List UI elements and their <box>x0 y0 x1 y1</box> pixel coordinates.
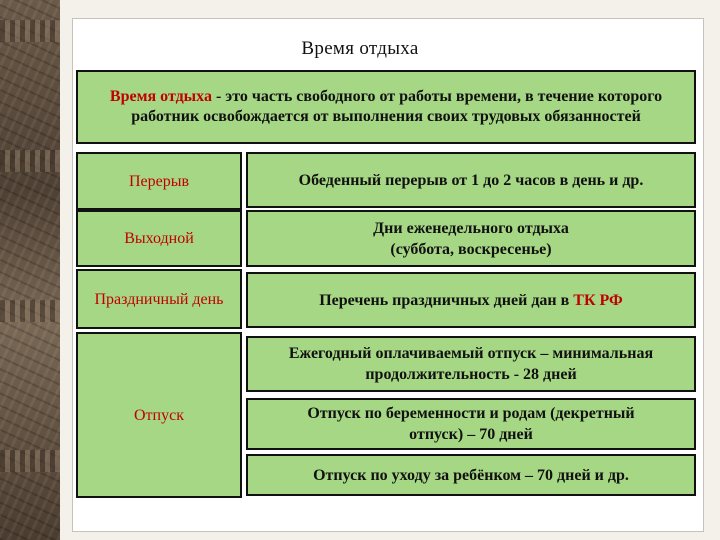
desc-box-dayoff <box>246 210 696 267</box>
desc-maternity-leave: Отпуск по беременности и родам (декретный отпуск) – 70 дней <box>307 405 635 443</box>
definition-body: - это часть свободного от работы времени, в течение которого работник освобождается от выполнения своих трудовых обязанностей <box>131 88 663 125</box>
label-dayoff: Выходной <box>124 230 194 247</box>
desc-box-childcare-leave <box>246 454 696 496</box>
label-holiday: Праздничный день <box>94 290 224 308</box>
label-break: Перерыв <box>128 172 190 190</box>
desc-break: Обеденный перерыв от 1 до 2 часов в день и др. <box>298 171 644 189</box>
slide-title: Время отдыха <box>301 38 419 59</box>
label-box-dayoff <box>76 210 242 267</box>
label-vacation: Отпуск <box>134 406 184 424</box>
desc-childcare-leave: Отпуск по уходу за ребёнком – 70 дней и др. <box>313 466 629 484</box>
labor-code-highlight: ТК РФ <box>573 291 623 309</box>
desc-box-maternity-leave <box>246 398 696 450</box>
strip-notch <box>0 450 60 472</box>
definition-text <box>84 87 688 127</box>
label-box-break <box>76 152 242 210</box>
decorative-marble-strip <box>0 0 60 540</box>
strip-notch <box>0 300 60 322</box>
definition-box <box>76 70 696 144</box>
desc-box-break <box>246 152 696 208</box>
desc-holiday-prefix: Перечень праздничных дней дан в <box>319 291 574 309</box>
label-box-vacation <box>76 332 242 498</box>
strip-notch <box>0 150 60 172</box>
desc-dayoff: Дни еженедельного отдыха (суббота, воскресенье) <box>373 219 569 258</box>
desc-annual-leave: Ежегодный оплачиваемый отпуск – минимальная продолжительность - 28 дней <box>288 345 654 383</box>
desc-box-annual-leave <box>246 336 696 392</box>
definition-term: Время отдыха <box>109 88 212 105</box>
desc-box-holiday <box>246 272 696 328</box>
desc-holiday <box>319 290 623 311</box>
label-box-holiday <box>76 269 242 329</box>
